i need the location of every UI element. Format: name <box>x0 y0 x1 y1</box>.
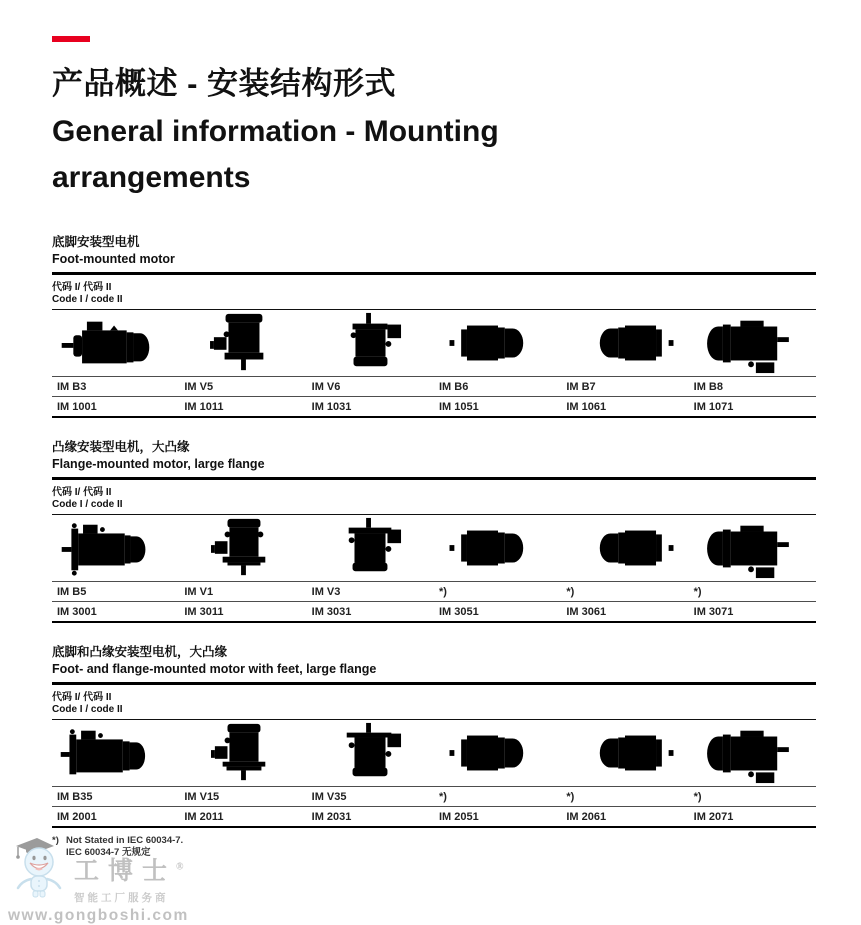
im-code: IM B6 <box>439 381 469 393</box>
footnote-marker: *) <box>566 586 575 598</box>
motor-end-view-shaft-left-icon <box>438 516 558 580</box>
section-title-zh: 凸缘安装型电机，大凸缘 <box>52 440 190 454</box>
im-code: IM V1 <box>184 586 214 598</box>
section-title-zh: 底脚安装型电机 <box>52 235 140 249</box>
footnote-marker: *) <box>439 791 447 803</box>
motor-cell <box>561 516 688 580</box>
motor-cell <box>689 721 816 785</box>
im-code: IM 3071 <box>693 606 734 618</box>
motor-inverted-feet-top-icon <box>692 721 812 785</box>
motor-cell <box>434 721 561 785</box>
motor-cell <box>434 311 561 375</box>
code-header-zh: 代码 I/ 代码 II <box>52 282 112 293</box>
motor-cell <box>561 721 688 785</box>
motor-cell <box>434 516 561 580</box>
im-code: IM V6 <box>311 381 341 393</box>
code1-row <box>52 376 816 396</box>
im-code: IM B7 <box>566 381 596 393</box>
footnote-text-en: Not Stated in IEC 60034-7. <box>66 835 184 846</box>
watermark-brand: 工博士® <box>74 858 184 885</box>
im-code: IM V5 <box>184 381 214 393</box>
catalog-page <box>0 36 861 859</box>
mascot-icon <box>8 833 70 899</box>
motor-foot-flange-vertical-shaft-down-icon <box>183 721 303 785</box>
im-code: IM 1011 <box>184 401 224 413</box>
page-title-en-line1: General information - Mounting <box>52 115 499 148</box>
motor-cell <box>179 311 306 375</box>
motor-flange-horizontal-icon <box>56 516 176 580</box>
im-code: IM 3061 <box>566 606 607 618</box>
im-code: IM 1031 <box>311 401 352 413</box>
code-header <box>52 682 816 720</box>
motor-flange-vertical-shaft-down-icon <box>183 516 303 580</box>
footnote-marker: *) <box>693 586 702 598</box>
section-flange-mounted <box>52 437 816 623</box>
im-code: IM 3001 <box>57 606 97 618</box>
page-title-zh: 产品概述 - 安装结构形式 <box>52 66 397 101</box>
im-code: IM B35 <box>57 791 93 803</box>
motor-vertical-shaft-down-icon <box>183 311 303 375</box>
code-header-en: Code I / code II <box>52 704 123 715</box>
im-code: IM 3011 <box>184 606 224 618</box>
im-code: IM 1061 <box>566 401 607 413</box>
im-code: IM V3 <box>311 586 341 598</box>
motor-cell <box>307 311 434 375</box>
registered-mark-icon: ® <box>176 861 184 873</box>
im-code: IM 2001 <box>57 811 97 823</box>
motor-foot-horizontal-icon <box>56 311 176 375</box>
footnote-marker: *) <box>566 791 575 803</box>
watermark-url: www.gongboshi.com <box>8 907 189 924</box>
code2-row <box>52 806 816 828</box>
code-header-zh: 代码 I/ 代码 II <box>52 487 112 498</box>
motor-end-view-shaft-left-icon <box>438 721 558 785</box>
im-code: IM 2061 <box>566 811 607 823</box>
im-code: IM 3031 <box>311 606 352 618</box>
motor-foot-flange-vertical-shaft-up-icon <box>310 721 430 785</box>
motor-cell <box>52 516 179 580</box>
im-code: IM B5 <box>57 586 87 598</box>
footnote-marker: *) <box>52 835 59 846</box>
section-foot-and-flange-mounted <box>52 642 816 828</box>
im-code: IM 1051 <box>439 401 479 413</box>
motor-inverted-feet-top-icon <box>692 516 812 580</box>
footnote-marker: *) <box>693 791 702 803</box>
im-code: IM 1001 <box>57 401 97 413</box>
motor-end-view-shaft-right-icon <box>565 721 685 785</box>
page-title-en-line2: arrangements <box>52 161 251 194</box>
section-title-zh: 底脚和凸缘安装型电机，大凸缘 <box>52 645 228 659</box>
section-title-en: Foot-mounted motor <box>52 252 175 266</box>
im-code: IM B3 <box>57 381 87 393</box>
section-foot-mounted <box>52 232 816 418</box>
code-header-zh: 代码 I/ 代码 II <box>52 692 112 703</box>
motor-cell <box>52 721 179 785</box>
footnote-marker: *) <box>439 586 447 598</box>
motor-cell <box>179 516 306 580</box>
im-code: IM V35 <box>311 791 347 803</box>
motor-end-view-shaft-right-icon <box>565 516 685 580</box>
im-code: IM 1071 <box>693 401 734 413</box>
im-code: IM 2071 <box>693 811 734 823</box>
motor-diagram-row <box>52 310 816 376</box>
motor-cell <box>561 311 688 375</box>
watermark-tagline: 智能工厂服务商 <box>74 892 169 904</box>
accent-dash <box>52 36 90 42</box>
motor-end-view-shaft-left-icon <box>438 311 558 375</box>
code1-row <box>52 786 816 806</box>
im-code: IM 3051 <box>439 606 479 618</box>
im-code: IM 2031 <box>311 811 352 823</box>
code1-row <box>52 581 816 601</box>
motor-cell <box>52 311 179 375</box>
motor-cell <box>689 516 816 580</box>
motor-cell <box>179 721 306 785</box>
im-code: IM 2011 <box>184 811 224 823</box>
motor-vertical-shaft-up-icon <box>310 311 430 375</box>
motor-foot-flange-horizontal-icon <box>56 721 176 785</box>
motor-cell <box>307 721 434 785</box>
im-code: IM 2051 <box>439 811 479 823</box>
page-title-en <box>52 109 816 201</box>
code2-row <box>52 396 816 418</box>
motor-cell <box>689 311 816 375</box>
motor-diagram-row <box>52 515 816 581</box>
im-code: IM B8 <box>693 381 723 393</box>
watermark <box>8 833 238 925</box>
motor-diagram-row <box>52 720 816 786</box>
code2-row <box>52 601 816 623</box>
code-header <box>52 272 816 310</box>
motor-flange-vertical-shaft-up-icon <box>310 516 430 580</box>
section-title-en: Flange-mounted motor, large flange <box>52 457 265 471</box>
code-header-en: Code I / code II <box>52 499 123 510</box>
footnote-text-zh: IEC 60034-7 无规定 <box>66 847 151 858</box>
im-code: IM V15 <box>184 791 220 803</box>
code-header-en: Code I / code II <box>52 294 123 305</box>
motor-inverted-feet-top-icon <box>692 311 812 375</box>
motor-cell <box>307 516 434 580</box>
motor-end-view-shaft-right-icon <box>565 311 685 375</box>
code-header <box>52 477 816 515</box>
section-title-en: Foot- and flange-mounted motor with feet, large flange <box>52 662 377 676</box>
